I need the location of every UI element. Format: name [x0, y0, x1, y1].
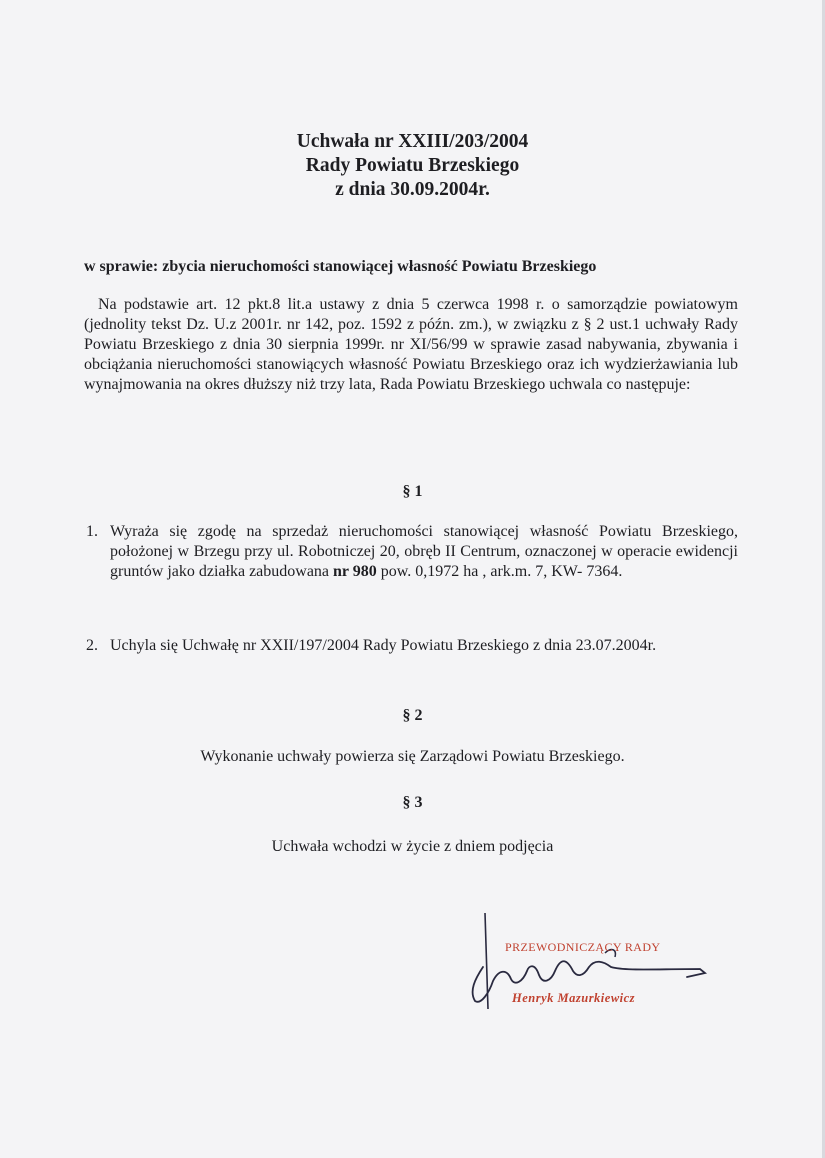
title-line-1: Uchwała nr XXIII/203/2004 [296, 131, 529, 152]
section-1-item-1 [86, 522, 738, 582]
section-3-heading: § 3 [402, 794, 423, 811]
intro-paragraph: Na podstawie art. 12 pkt.8 lit.a ustawy z dnia 5 czerwca 1998 r. o samorządzie powiatowym (jednolity tekst Dz. U.z 2001r. nr 142, poz. 1592 z późn. zm.), w związku z § 2 ust.1 uchwały Rady Powiatu Brzeskiego z dnia 30 sierpnia 1999r. nr XI/56/99 w sprawie zasad nabywania, zbywania i obciążania nieruchomości stanowiących własność Powiatu Brzeskiego oraz ich wydzierżawiania lub wynajmowania na okres dłuższy niż trzy lata, Rada Powiatu Brzeskiego uchwala co następuje: [84, 296, 738, 393]
title-line-2: Rady Powiatu Brzeskiego [305, 155, 520, 176]
stamp-title: PRZEWODNICZĄCY RADY [505, 940, 661, 954]
section-3-text: Uchwała wchodzi w życie z dniem podjęcia [271, 838, 554, 855]
stamp-name: Henryk Mazurkiewicz [512, 991, 636, 1005]
subject-line: w sprawie: zbycia nieruchomości stanowiącej własność Powiatu Brzeskiego [84, 258, 597, 275]
parcel-number: nr 980 [333, 563, 377, 580]
section-2-heading: § 2 [402, 707, 423, 724]
item-text: Uchyla się Uchwałę nr XXII/197/2004 Rady Powiatu Brzeskiego z dnia 23.07.2004r. [110, 637, 657, 654]
item-text [110, 522, 738, 582]
resolution-title [0, 130, 825, 202]
item-number: 2. [86, 637, 98, 654]
item-text-part: pow. 0,1972 ha , ark.m. 7, KW- 7364. [376, 563, 623, 580]
item-number: 1. [86, 523, 98, 540]
title-line-3: z dnia 30.09.2004r. [335, 179, 490, 200]
section-1-item-2 [86, 636, 738, 656]
item-text-part: Wyraża się zgodę na sprzedaż nieruchomości stanowiącej własność Powiatu Brzeskiego, położonej w Brzegu przy ul. Robotniczej 20, obręb II Centrum, oznaczonej w operacie ewidencji gruntów jako działka zabudowana [110, 523, 738, 580]
section-1-heading: § 1 [402, 483, 423, 500]
section-2-text: Wykonanie uchwały powierza się Zarządowi Powiatu Brzeskiego. [200, 748, 625, 765]
